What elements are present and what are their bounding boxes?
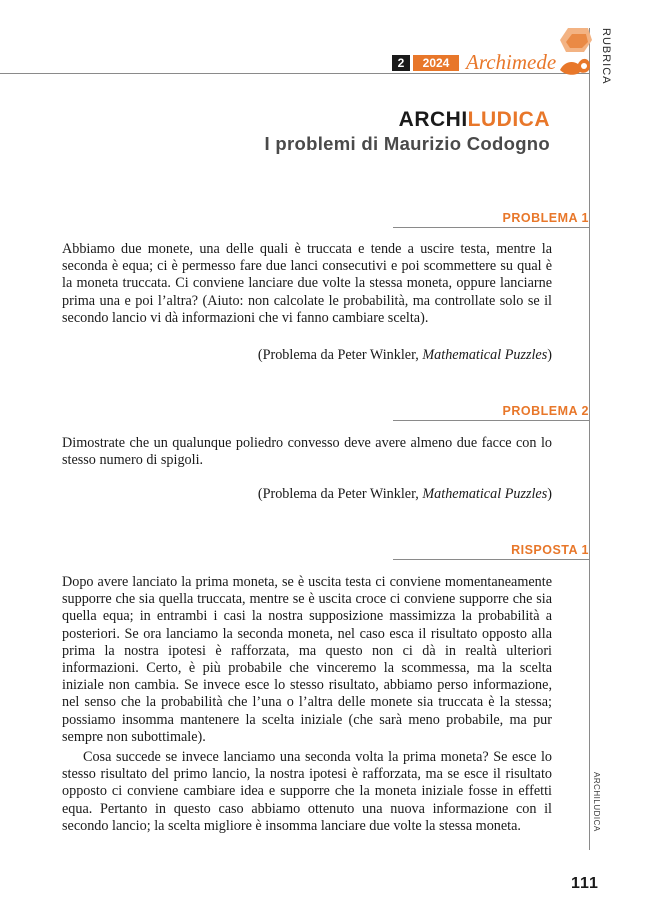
source-prefix: (Problema da Peter Winkler, xyxy=(257,347,423,363)
source-title: Mathematical Puzzles xyxy=(422,347,548,363)
magazine-name: Archimede xyxy=(466,50,557,74)
page-title xyxy=(399,108,550,132)
problem-2-text: Dimostrate che un qualunque poliedro convesso deve avere almeno due facce con lo stesso numero di spigoli. xyxy=(62,435,552,469)
archiludica-side-label: ARCHILUDICA xyxy=(592,772,601,832)
answer-1-heading: RISPOSTA 1 xyxy=(511,543,589,557)
problem-2-source xyxy=(258,486,552,503)
issue-year-badge: 2024 xyxy=(413,55,459,71)
archimede-emblem-icon xyxy=(558,26,592,76)
problem-2-rule xyxy=(393,420,589,421)
vertical-margin-rule xyxy=(589,28,590,850)
problem-1-heading: PROBLEMA 1 xyxy=(502,211,589,225)
source-title: Mathematical Puzzles xyxy=(422,486,548,502)
source-suffix: ) xyxy=(547,347,552,363)
title-part-accent: LUDICA xyxy=(467,108,550,131)
rubrica-vertical-label: RUBRICA xyxy=(600,28,612,85)
problem-1-rule xyxy=(393,227,589,228)
source-suffix: ) xyxy=(547,486,552,502)
page-subtitle: I problemi di Maurizio Codogno xyxy=(264,133,550,154)
answer-1-paragraph-2: Cosa succede se invece lanciamo una seconda volta la prima moneta? Se esce lo stesso risultato del primo lancio, la nostra ipotesi è rafforzata, ma se esce il risultato opposto ci conviene cambiare idea e supporre che la moneta iniziale fosse in effetti equa. Pertanto in questo caso abbiamo ottenuto una nuova informazione con il secondo lancio; la scelta migliore è insomma lanciare due volte la stessa moneta. xyxy=(62,749,552,834)
problem-2-heading: PROBLEMA 2 xyxy=(502,404,589,418)
problem-1-source xyxy=(258,347,552,364)
answer-1-rule xyxy=(393,559,589,560)
answer-1-paragraph-1: Dopo avere lanciato la prima moneta, se è uscita testa ci conviene momentaneamente supporre che sia quella truccata, mentre se è uscita croce ci conviene supporre che sia quella equa; in entrambi i casi la nostra supposizione massimizza la probabilità a posteriori. Se ora lanciamo la seconda moneta, nel caso esca il risultato opposto alla prima la nostra ipotesi è rafforzata, ma questo non ci dà in realtà ulteriori informazioni. Certo, è più probabile che vinceremo la scommessa, ma la scelta iniziale non cambia. Se invece esce lo stesso risultato, abbiamo perso informazione, nel senso che la probabilità che l’una o l’altra delle monete sia truccata è la stessa; possiamo insomma mantenere la scelta iniziale (che sarà meno probabile, ma pur sempre non subottimale). xyxy=(62,574,552,745)
source-prefix: (Problema da Peter Winkler, xyxy=(257,486,423,502)
title-part-dark: ARCHI xyxy=(398,108,468,131)
issue-number-badge: 2 xyxy=(392,55,410,71)
page-number: 111 xyxy=(571,875,599,892)
problem-1-text: Abbiamo due monete, una delle quali è truccata e tende a uscire testa, mentre la seconda è equa; ci è permesso fare due lanci consecutivi e poi scommettere su qual è la moneta truccata. Ci conviene lanciare due volte la stessa moneta, oppure lanciarne prima una e poi l’altra? (Aiuto: non calcolate le probabilità, ma controllate solo se il secondo lancio vi dà informazioni che vi fanno cambiare scelta). xyxy=(62,241,552,326)
